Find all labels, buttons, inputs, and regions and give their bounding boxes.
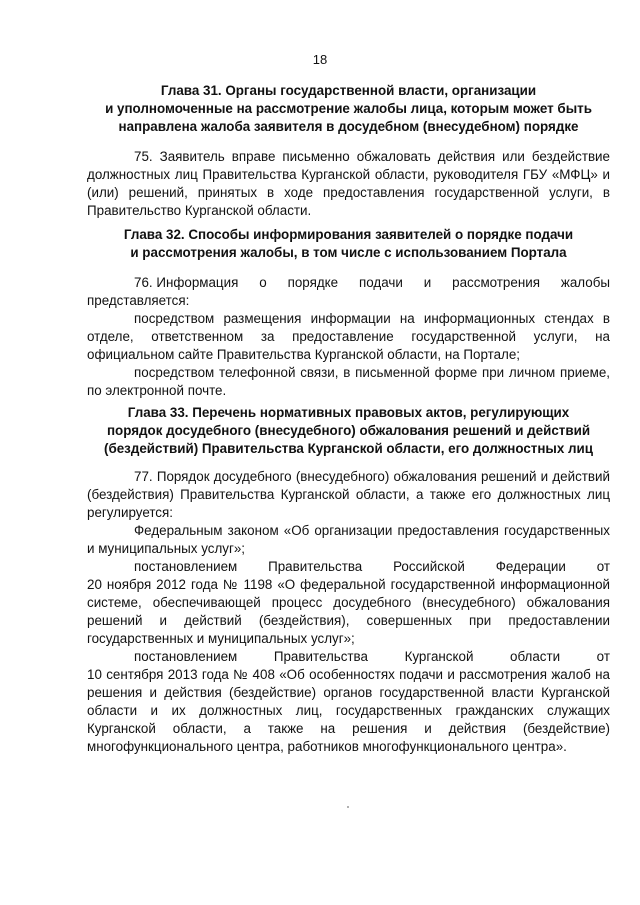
paragraph-77: 77. Порядок досудебного (внесудебного) обжалования решений и действий (бездействия) Правительства Курганской области, а также его должностных лиц регулируется: — [87, 469, 610, 520]
chapter-32-body — [87, 274, 610, 400]
paragraph-76-item-1: посредством размещения информации на информационных стендах в отделе, ответственном за предоставление государственной услуги, на официальном сайте Правительства Курганской области, на Портале; — [87, 311, 610, 362]
paragraph-77-item-2-continuation: 20 ноября 2012 года № 1198 «О федеральной государственной информационной системе, обеспечивающей процесс досудебного (внесудебного) обжалования решений и действий (бездействия), совершенных при предоставлении государственных и муниципальных услуг»; — [87, 577, 610, 646]
word: о — [259, 275, 267, 290]
paragraph-77-item-2-first-line — [87, 558, 610, 576]
heading-line: и уполномоченные на рассмотрение жалобы лица, которым может быть — [105, 101, 592, 116]
chapter-32-heading — [87, 226, 610, 262]
word: области — [510, 649, 561, 664]
chapter-33-heading — [87, 404, 610, 458]
scan-speck — [347, 806, 349, 808]
word: Российской — [393, 559, 465, 574]
paragraph-77-item-1: Федеральным законом «Об организации предоставления государственных и муниципальных услуг»; — [87, 523, 610, 556]
paragraph-75: 75. Заявитель вправе письменно обжаловать действия или бездействие должностных лиц Правительства Курганской области, руководителя ГБУ «МФЦ» и (или) решений, принятых в ходе предоставления государственной услуги, в Правительство Курганской области. — [87, 149, 610, 218]
heading-line: (бездействий) Правительства Курганской области, его должностных лиц — [103, 441, 594, 456]
word: Курганской — [404, 649, 474, 664]
paragraph-77-item-3-first-line — [87, 648, 610, 666]
paragraph-76-first-line — [87, 274, 610, 292]
heading-line: порядок досудебного (внесудебного) обжалования решений и действий — [106, 423, 591, 438]
word: порядке — [287, 275, 339, 290]
heading-line: Глава 32. Способы информирования заявителей о порядке подачи — [123, 227, 574, 242]
word: и — [423, 275, 432, 290]
chapter-33-body — [87, 468, 610, 756]
word: жалобы — [560, 275, 610, 290]
chapter-31-heading — [87, 82, 610, 136]
paragraph-77-item-3-continuation: 10 сентября 2013 года № 408 «Об особенностях подачи и рассмотрения жалоб на решения и действия (бездействие) органов государственной власти Курганской области и их должностных лиц, государственных гражданских служащих Курганской области, а также на решения и действия (бездействие) многофункционального центра, работников многофункционального центра». — [87, 667, 610, 754]
word: от — [596, 649, 610, 664]
word: Правительства — [268, 559, 363, 574]
heading-line: и рассмотрения жалобы, в том числе с использованием Портала — [130, 245, 567, 260]
heading-line: направлена жалоба заявителя в досудебном (внесудебном) порядке — [118, 119, 579, 134]
word: Правительства — [273, 649, 368, 664]
word: постановлением — [134, 559, 238, 574]
heading-line: Глава 33. Перечень нормативных правовых актов, регулирующих — [127, 405, 570, 420]
heading-line: Глава 31. Органы государственной власти, организации — [160, 83, 537, 98]
paragraph-76-continuation: представляется: — [87, 293, 190, 308]
word: от — [596, 559, 610, 574]
chapter-31-body — [87, 148, 610, 220]
paragraph-76-item-2: посредством телефонной связи, в письменной форме при личном приеме, по электронной почте. — [87, 365, 610, 398]
page-number: 18 — [312, 52, 328, 67]
word: подачи — [359, 275, 403, 290]
word: Федерации — [495, 559, 566, 574]
word: 76. Информация — [134, 275, 239, 290]
word: постановлением — [134, 649, 238, 664]
word: рассмотрения — [452, 275, 540, 290]
